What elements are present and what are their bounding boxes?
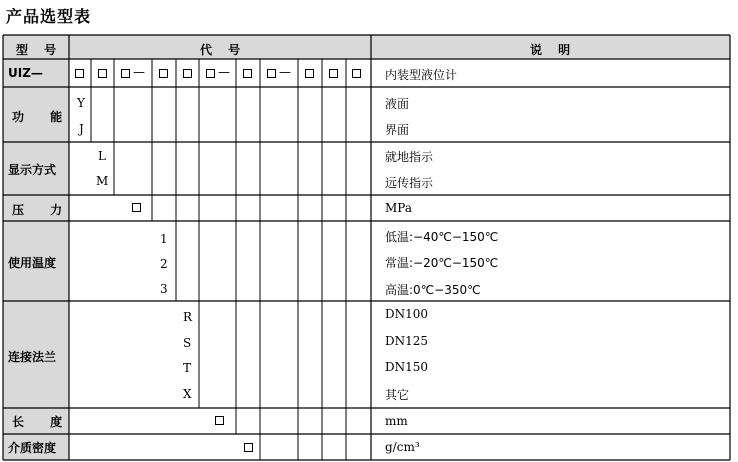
display-desc-remote: 远传指示: [385, 176, 434, 190]
flange-desc-dn125: DN125: [385, 334, 429, 348]
code-box-11: [352, 69, 361, 78]
flange-code-s: S: [183, 336, 192, 350]
section-density-label: 介质密度: [8, 441, 57, 455]
section-flange-label: 连接法兰: [8, 350, 57, 364]
display-code-l: L: [98, 149, 106, 163]
section-length-label: 长 度: [12, 415, 63, 429]
section-pressure-label: 压 力: [12, 203, 63, 217]
function-code-j: J: [79, 122, 84, 136]
code-box-2: [98, 69, 107, 78]
code-box-9: [305, 69, 314, 78]
code-box-3: [121, 69, 130, 78]
code-box-4: [159, 69, 168, 78]
section-temperature-label: 使用温度: [8, 256, 57, 270]
pressure-desc: MPa: [385, 201, 412, 215]
flange-desc-dn150: DN150: [385, 360, 429, 374]
flange-desc-dn100: DN100: [385, 307, 429, 321]
length-box: [215, 416, 224, 425]
code-box-5: [183, 69, 192, 78]
density-desc: g/cm³: [385, 440, 420, 454]
header-model: 型 号: [16, 43, 57, 57]
length-desc: mm: [385, 414, 408, 428]
code-box-7: [243, 69, 252, 78]
function-desc-level: 液面: [385, 97, 410, 111]
header-code: 代 号: [200, 43, 241, 57]
code-box-1: [75, 69, 84, 78]
density-box: [244, 443, 253, 452]
temperature-code-3: 3: [160, 282, 168, 296]
model-prefix: UIZ—: [8, 66, 43, 80]
function-code-y: Y: [77, 96, 85, 110]
page-title: 产品选型表: [6, 7, 92, 26]
temperature-code-1: 1: [160, 232, 168, 246]
temperature-desc-normal: 常温:−20℃−150℃: [385, 256, 499, 270]
temperature-desc-high: 高温:0℃−350℃: [385, 283, 481, 297]
display-desc-local: 就地指示: [385, 150, 434, 164]
flange-desc-other: 其它: [385, 388, 410, 402]
code-box-8: [267, 69, 276, 78]
code-box-10: [329, 69, 338, 78]
model-description: 内装型液位计: [385, 68, 458, 82]
display-code-m: M: [96, 174, 109, 188]
section-function-label: 功 能: [12, 110, 63, 124]
code-box-6: [206, 69, 215, 78]
code-dash-2: —: [218, 65, 230, 79]
section-display-label: 显示方式: [8, 163, 57, 177]
pressure-box: [132, 203, 141, 212]
temperature-code-2: 2: [160, 257, 168, 271]
flange-code-r: R: [183, 310, 193, 324]
temperature-desc-low: 低温:−40℃−150℃: [385, 230, 499, 244]
flange-code-x: X: [183, 387, 192, 401]
code-dash-3: —: [279, 65, 291, 79]
code-dash-1: —: [133, 65, 145, 79]
flange-code-t: T: [183, 361, 192, 375]
function-desc-interface: 界面: [385, 123, 410, 137]
header-description: 说 明: [530, 43, 571, 57]
